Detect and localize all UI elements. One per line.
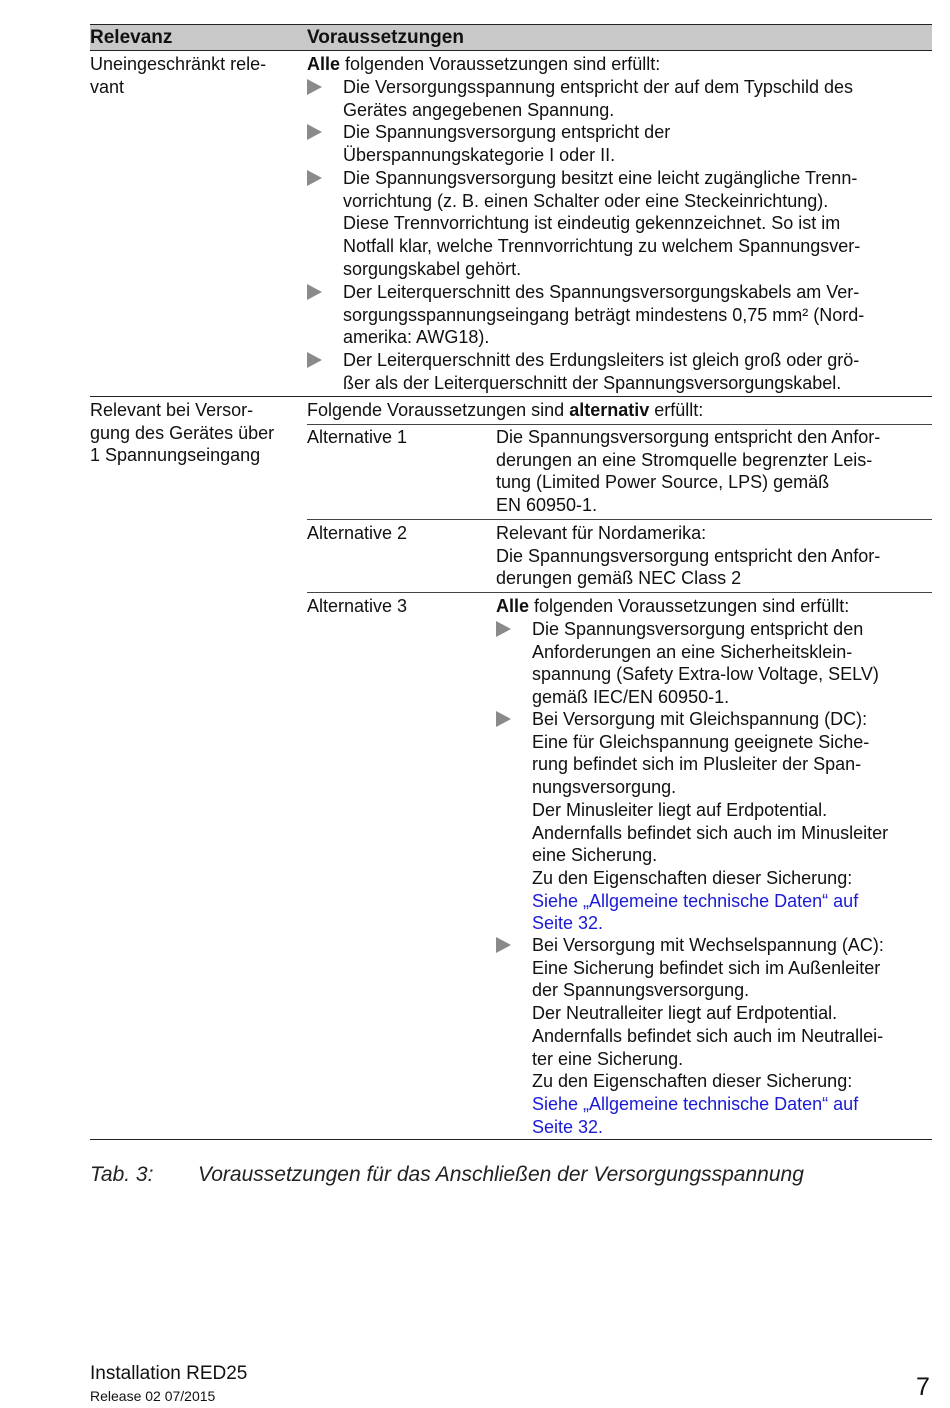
row1-bullet-1: Die Versorgungsspannung entspricht der auf dem Typschild des Gerätes angegebenen Spannung. xyxy=(307,76,853,121)
row-divider xyxy=(90,396,932,397)
bullet-triangle-icon xyxy=(496,621,511,637)
link-seite-32[interactable]: Seite 32. xyxy=(532,913,604,934)
link-allgemeine-technische-daten[interactable]: Siehe „Allgemeine technische Daten“ auf xyxy=(532,890,859,911)
bullet-triangle-icon xyxy=(307,284,322,300)
row1-intro: Alle folgenden Voraussetzungen sind erfüllt: xyxy=(307,54,661,74)
sub-divider xyxy=(307,592,932,593)
bullet-triangle-icon xyxy=(496,937,511,953)
header-relevanz: Relevanz xyxy=(90,27,173,48)
alt3-bullet-1: Die Spannungsversorgung entspricht den Anforderungen an eine Sicherheitsklein- spannung (Safety Extra-low Voltage, SELV) gemäß IEC/EN 60950-1. xyxy=(496,618,879,709)
caption-text: Voraussetzungen für das Anschließen der Versorgungsspannung xyxy=(198,1163,804,1186)
alternative-1-label: Alternative 1 xyxy=(307,427,408,447)
alt3-bullet-3: Bei Versorgung mit Wechselspannung (AC): Eine Sicherung befindet sich im Außenleiter der Spannungsversorgung. Der Neutralleiter liegt auf Erdpotential. Andernfalls befindet sich auch im Neutrallei- ter eine Sicherung. Zu den Eigenschaften dieser Sicherung: Siehe „Allgemeine technische Daten“ auf Seite 32. xyxy=(496,934,884,1138)
bullet-triangle-icon xyxy=(307,79,322,95)
bullet-triangle-icon xyxy=(307,352,322,368)
alternative-2-label: Alternative 2 xyxy=(307,523,408,543)
row1-relevance: Uneingeschränkt rele- vant xyxy=(90,54,267,97)
link-allgemeine-technische-daten[interactable]: Siehe „Allgemeine technische Daten“ auf xyxy=(532,1093,859,1114)
bullet-triangle-icon xyxy=(307,170,322,186)
alt3-bullet-2: Bei Versorgung mit Gleichspannung (DC): Eine für Gleichspannung geeignete Siche- rung befindet sich im Plusleiter der Span- nungsversorgung. Der Minusleiter liegt auf Erdpotential. Andernfalls befindet sich auch im Minusleiter eine Sicherung. Zu den Eigenschaften dieser Sicherung: Siehe „Allgemeine technische Daten“ auf Seite 32. xyxy=(496,708,888,935)
row2-relevance: Relevant bei Versor- gung des Gerätes über 1 Spannungseingang xyxy=(90,400,275,466)
link-seite-32[interactable]: Seite 32. xyxy=(532,1116,604,1137)
caption-label: Tab. 3: xyxy=(90,1163,154,1186)
alternative-3-intro: Alle folgenden Voraussetzungen sind erfüllt: xyxy=(496,596,850,616)
table-bottom-rule xyxy=(90,1139,932,1140)
sub-divider xyxy=(307,519,932,520)
sub-divider xyxy=(307,424,932,425)
row2-intro: Folgende Voraussetzungen sind alternativ erfüllt: xyxy=(307,400,704,420)
row1-bullet-2: Die Spannungsversorgung entspricht der Überspannungskategorie I oder II. xyxy=(307,121,670,166)
alternative-1-text: Die Spannungsversorgung entspricht den Anfor- derungen an eine Stromquelle begrenzter Leis- tung (Limited Power Source, LPS) gemäß EN 60950-1. xyxy=(496,427,881,516)
footer-release: Release 02 07/2015 xyxy=(90,1388,216,1404)
bullet-triangle-icon xyxy=(496,711,511,727)
row1-bullet-5: Der Leiterquerschnitt des Erdungsleiters ist gleich groß oder grö- ßer als der Leiterquerschnitt der Spannungsversorgungskabel. xyxy=(307,349,859,394)
alternative-3-label: Alternative 3 xyxy=(307,596,408,616)
page-number: 7 xyxy=(916,1373,930,1401)
table-header xyxy=(90,24,932,51)
row1-bullet-3: Die Spannungsversorgung besitzt eine leicht zugängliche Trenn- vorrichtung (z. B. einen Schalter oder eine Steckeinrichtung). Diese Trennvorrichtung ist eindeutig gekennzeichnet. So ist im Notfall klar, welche Trennvorrichtung zu welchem Spannungsver- sorgungskabel gehört. xyxy=(307,167,860,281)
row1-bullet-4: Der Leiterquerschnitt des Spannungsversorgungskabels am Ver- sorgungsspannungseingang beträgt mindestens 0,75 mm² (Nord- amerika: AWG18). xyxy=(307,281,864,349)
header-voraussetzungen: Voraussetzungen xyxy=(307,27,464,48)
footer-title: Installation RED25 xyxy=(90,1363,248,1384)
alternative-2-text: Relevant für Nordamerika: Die Spannungsversorgung entspricht den Anfor- derungen gemäß NEC Class 2 xyxy=(496,523,881,589)
bullet-triangle-icon xyxy=(307,124,322,140)
